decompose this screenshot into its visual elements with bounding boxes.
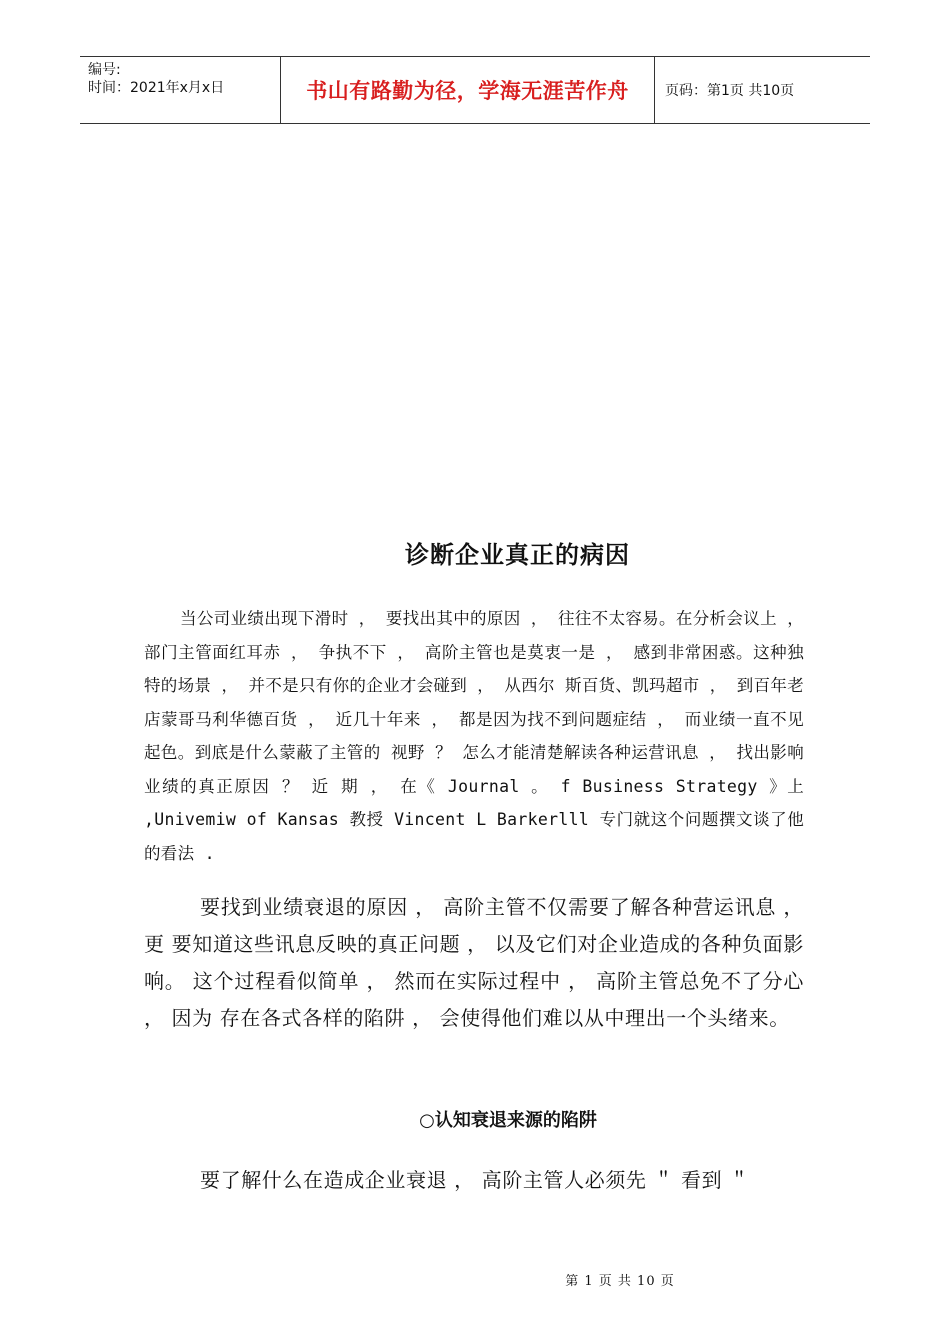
doc-time-label: 时间：2021年x月x日 <box>88 80 225 96</box>
section-subheading: ○认知衰退来源的陷阱 <box>419 1110 597 1131</box>
paragraph-2: 要找到业绩衰退的原因 ， 高阶主管不仅需要了解各种营运讯息 ， 更 要知道这些讯息反映的真正问题 ， 以及它们对企业造成的各种负面影响。 这个过程看似简单 ， 然而在实际过程中 ， 高阶主管总免不了分心 ， 因为 存在各式各样的陷阱 ， 会使得他们难以从中理出一个头绪来。 <box>144 895 804 1030</box>
page-info-text: 页码：第1页 共10页 <box>665 83 795 99</box>
header-page-info <box>655 57 870 123</box>
doc-number-label: 编号: <box>88 62 121 78</box>
document-title: 诊断企业真正的病因 <box>405 540 630 569</box>
header-meta <box>80 57 281 123</box>
motto-text: 书山有路勤为径，学海无涯苦作舟 <box>306 79 629 103</box>
paragraph-1: 当公司业绩出现下滑时 ， 要找出其中的原因 ， 往往不太容易。在分析会议上 ， 部门主管面红耳赤 ， 争执不下 ， 高阶主管也是莫衷一是 ， 感到非常困惑。这种独特的场景 ， 并不是只有你的企业才会碰到 ， 从西尔 斯百货、凯玛超市 ， 到百年老店蒙哥马利华德百货 ， 近几十年来 ， 都是因为找不到问题症结 ， 而业绩一直不见起色。到底是什么蒙蔽了主管的 视野 ？ 怎么才能清楚解读各种运营讯息 ， 找出影响业绩的真正原因 ？ 近 期 ， 在《 Journal 。 f Business Strategy 》上 ,Univemiw of Kansas 教授 Vincent L Barkerlll 专门就这个问题撰文谈了他的看法 . <box>144 609 804 863</box>
paragraph-3: 要了解什么在造成企业衰退 ， 高阶主管人必须先 ＂ 看到 ＂ <box>200 1168 750 1192</box>
page-footer: 第 1 页 共 10 页 <box>565 1274 675 1289</box>
header-motto <box>281 57 655 123</box>
page-header <box>80 56 870 124</box>
